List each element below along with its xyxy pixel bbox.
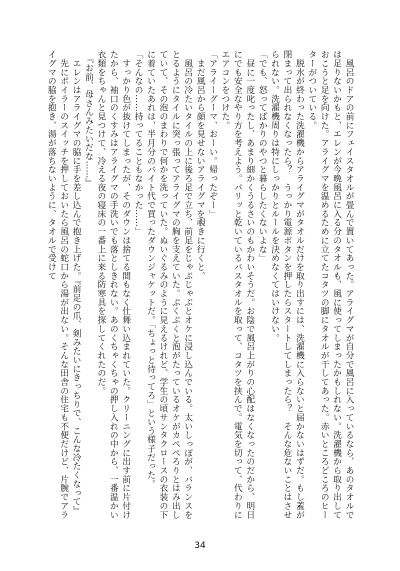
paragraph: 風呂の冷たいタイルの上に後ろ足で立ち、前足をじゃぶじゃぶとオケに浸し込んでいる。太いしっぽが、バランスをとるようにタイルに突っ張ってアライグマの胸を支えていた。ぷくぷくと泡がたっているオケがカペペろりとはみ出していて、その泡のまわりで何かを洗っていた。ぬいぐるみのように見えるけれど、学生の頃サンタクロースの衣装の下に着ていたあれは、半月分のバイト代で買ったダウンジャケットだ。「ちょっと待ってろ」という様子だった。 xyxy=(145,50,193,520)
paragraph: 「そんなの……持ってることもなかった……」 xyxy=(133,50,144,236)
vertical-body-text xyxy=(45,50,355,524)
paragraph: 脱水が終わった洗濯機からアライグマがタオルだけを取り出すには、洗濯機に入らないと届かないはずだ。もし蓋が閉まって出られなくなったら？ うっかり電源ボタンを押したらスタートしてしまったら？ そんな危ないことはさせられない。洗濯機周りは特にしっかりとルールを決めなくてはいけない。 xyxy=(269,50,305,520)
paragraph: 先にボイラーのスイッチを押しておいたら風呂の蛇口から湯が出ない。そんな田舎の住宅も不便だけど、片腕でアライグマの脇を抱き、湯が落ちないように、タオルで受けて xyxy=(46,50,69,520)
paragraph: エレンはアライグマの脇に手を差し込んで抱き上げた。『前足の爪、剣みたいにきっちりで、こんな冷たくなって』 xyxy=(71,50,82,515)
paragraph: 「アライーグーマ、おーい。帰ったぞー」 xyxy=(207,50,218,219)
paragraph: 風呂のドアの前にフェイスタオルが畳んで置いてあった。アライグマが自分で風呂に入っているなら、あのタオルでは足りないかもと、エレンが今晩風呂に入る分のタオルも、風に使ってしまったかもしれない。洗濯機から取り出しておこうと足を向けた。アライグマを温めるために立てたコタツの脚にタオルが干してあった。赤いところどころのヒーターがついている。 xyxy=(306,50,354,520)
paragraph: 『お前、母さんみたいだな……』 xyxy=(83,50,94,188)
paragraph: すっかり色が抜けてしまったが、そのダウンは捨てる間もなく仕舞い込まれていた。クリーニングに出す前に片付けたから、袖口のくすみはアライグマの手洗いでも落としきれない。あのくちゃくちゃの押し入れの中から、一番温かい衣類をちゃんと見つけて、冷える夜の寝床の一番上に来る防寒具を探してくれたのだ。 xyxy=(95,50,131,520)
paragraph: 「でも、怒ってばかりのやつと暮らしたくないよな」 xyxy=(257,50,268,263)
paragraph: まだ風呂から顔を見せないアライグマを覗きに行くと、 xyxy=(195,50,206,281)
paragraph: 昼に一度叱ったし、あまり細かくうるさいのもかわいそうだ。お陰で風呂上がりの心配はなくなったのだから、明日にでも安全なやり方を考えよう。パリッと乾いているバスタオルを取って、コタツを挟んで。電気を切って、代わりにエアコンをつけた。 xyxy=(219,50,255,520)
page-number: 34 xyxy=(194,541,206,551)
